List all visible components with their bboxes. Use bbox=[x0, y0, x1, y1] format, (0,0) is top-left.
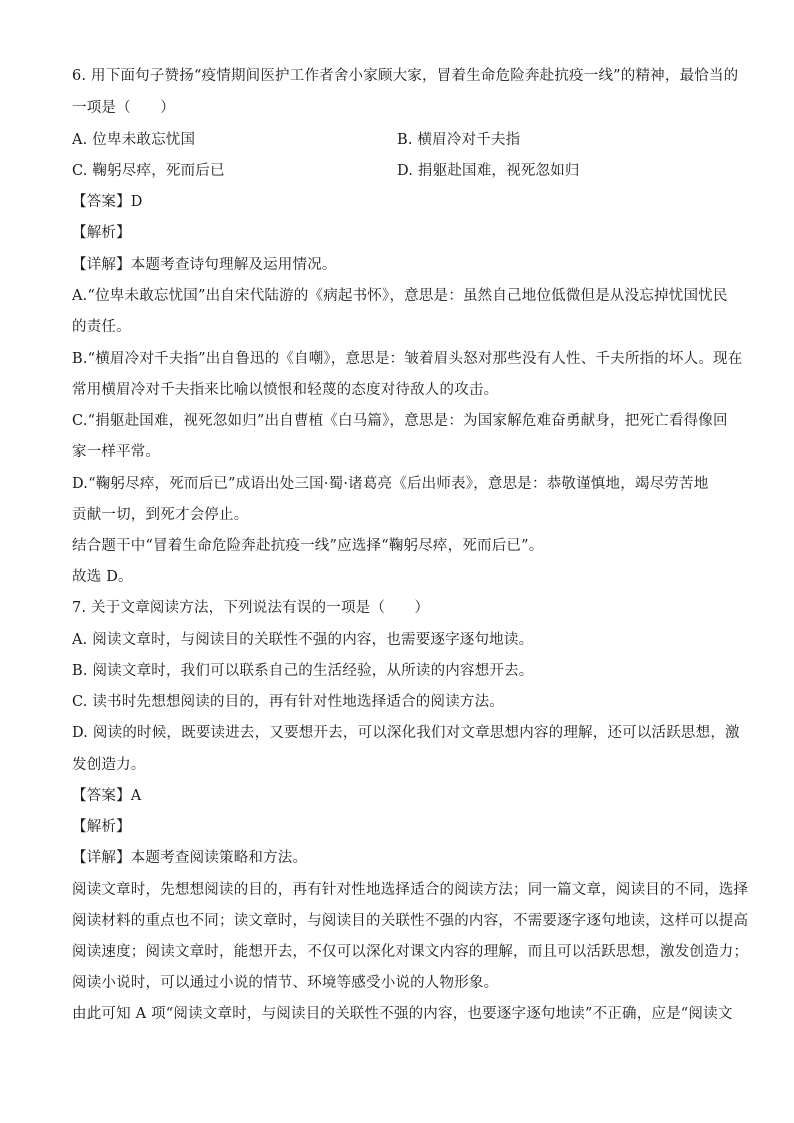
q6-conclusion: 结合题干中“冒着生命危险奔赴抗疫一线”应选择“鞠躬尽瘁，死而后已”。 bbox=[72, 538, 544, 554]
q6-option-b: B. 横眉冷对千夫指 bbox=[397, 132, 521, 148]
q7-detail: 【详解】本题考查阅读策略和方法。 bbox=[72, 850, 308, 866]
q6-stem-line2: 一项是（ ） bbox=[72, 100, 175, 116]
q6-choice: 故选 D。 bbox=[72, 569, 133, 585]
q6-explanation-a-line1: A.“位卑未敢忘忧国”出自宋代陆游的《病起书怀》，意思是：虽然自己地位低微但是从没忘掉忧国忧民 bbox=[72, 288, 728, 304]
q6-answer: 【答案】D bbox=[72, 194, 143, 210]
q6-option-c: C. 鞠躬尽瘁，死而后已 bbox=[72, 163, 225, 179]
q7-option-c: C. 读书时先想想阅读的目的，再有针对性地选择适合的阅读方法。 bbox=[72, 694, 504, 710]
q7-analysis-label: 【解析】 bbox=[72, 819, 131, 835]
q7-body-line3: 阅读速度；阅读文章时，能想开去，不仅可以深化对课文内容的理解，而且可以活跃思想，激发创造力； bbox=[72, 944, 749, 960]
q6-option-a: A. 位卑未敢忘忧国 bbox=[72, 132, 196, 148]
q6-explanation-a-line2: 的责任。 bbox=[72, 319, 131, 335]
q7-body-line1: 阅读文章时，先想想阅读的目的，再有针对性地选择适合的阅读方法；同一篇文章，阅读目的不同，选择 bbox=[72, 882, 749, 898]
q6-explanation-c-line2: 家一样平常。 bbox=[72, 444, 161, 460]
q7-option-b: B. 阅读文章时，我们可以联系自己的生活经验，从所读的内容想开去。 bbox=[72, 663, 534, 679]
q6-stem-line1: 6. 用下面句子赞扬“疫情期间医护工作者舍小家顾大家，冒着生命危险奔赴抗疫一线”的精神，最恰当的 bbox=[72, 68, 739, 84]
q6-analysis-label: 【解析】 bbox=[72, 225, 131, 241]
q7-stem: 7. 关于文章阅读方法，下列说法有误的一项是（ ） bbox=[72, 600, 430, 616]
q6-explanation-d-line2: 贡献一切，到死才会停止。 bbox=[72, 507, 249, 523]
q7-body-line4: 阅读小说时，可以通过小说的情节、环境等感受小说的人物形象。 bbox=[72, 975, 499, 991]
q6-explanation-c-line1: C.“捐躯赴国难，视死忽如归”出自曹植《白马篇》，意思是：为国家解危难奋勇献身，把死亡看得像回 bbox=[72, 413, 728, 429]
q7-body-line5: 由此可知 A 项“阅读文章时，与阅读目的关联性不强的内容，也要逐字逐句地读”不正确，应是“阅读文 bbox=[72, 1006, 733, 1022]
q6-explanation-b-line1: B.“横眉冷对千夫指”出自鲁迅的《自嘲》，意思是：皱着眉头怒对那些没有人性、千夫所指的坏人。现在 bbox=[72, 351, 743, 367]
q7-option-a: A. 阅读文章时，与阅读目的关联性不强的内容，也需要逐字逐句地读。 bbox=[72, 632, 534, 648]
q7-answer: 【答案】A bbox=[72, 788, 142, 804]
q6-detail: 【详解】本题考查诗句理解及运用情况。 bbox=[72, 257, 337, 273]
q6-option-d: D. 捐躯赴国难，视死忽如归 bbox=[397, 163, 580, 179]
q6-explanation-b-line2: 常用横眉冷对千夫指来比喻以愤恨和轻蔑的态度对待敌人的攻击。 bbox=[72, 382, 499, 398]
q6-explanation-d-line1: D.“鞠躬尽瘁，死而后已”成语出处三国·蜀·诸葛亮《后出师表》，意思是：恭敬谨慎地，竭尽劳苦地 bbox=[72, 476, 709, 492]
q7-body-line2: 阅读材料的重点也不同；读文章时，与阅读目的关联性不强的内容，不需要逐字逐句地读，这样可以提高 bbox=[72, 913, 749, 929]
q7-option-d-line2: 发创造力。 bbox=[72, 757, 146, 773]
q7-option-d-line1: D. 阅读的时候，既要读进去，又要想开去，可以深化我们对文章思想内容的理解，还可以活跃思想，激 bbox=[72, 725, 740, 741]
